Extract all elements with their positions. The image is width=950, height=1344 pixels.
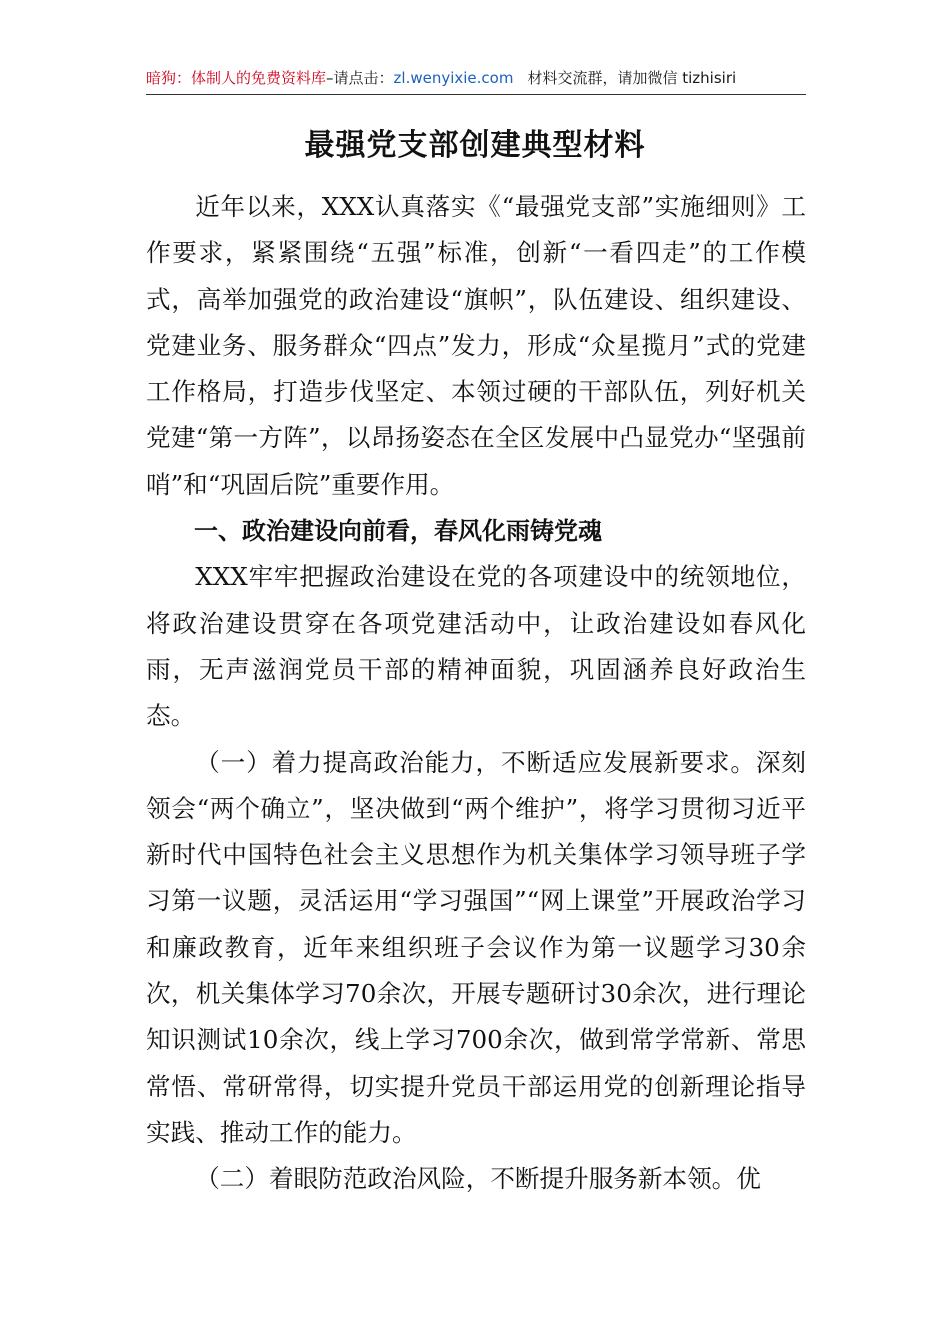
header-wechat-text: 材料交流群，请加微信 tizhisiri xyxy=(527,69,737,87)
header-ad-text: 暗狗：体制人的免费资料库 xyxy=(146,69,327,87)
header-url-link[interactable]: zl.wenyixie.com xyxy=(393,69,514,87)
subsection-2-paragraph: （二）着眼防范政治风险，不断提升服务新本领。优 xyxy=(195,1164,761,1194)
section-1-paragraph: XXX牢牢把握政治建设在党的各项建设中的统领地位，将政治建设贯穿在各项党建活动中，让政治建设如春风化雨，无声滋润党员干部的精神面貌，巩固涵养良好政治生态。 xyxy=(146,562,806,731)
subsection-1-paragraph: （一）着力提高政治能力，不断适应发展新要求。深刻领会“两个确立”，坚决做到“两个维护”，将学习贯彻习近平新时代中国特色社会主义思想作为机关集体学习领导班子学习第一议题，灵活运用“学习强国”“网上课堂”开展政治学习和廉政教育，近年来组织班子会议作为第一议题学习30余次，机关集体学习70余次，开展专题研讨30余次，进行理论知识测试10余次，线上学习700余次，做到常学常新、常思常悟、常研常得，切实提升党员干部运用党的创新理论指导实践、推动工作的能力。 xyxy=(146,747,806,1147)
header-click-prefix: –请点击： xyxy=(326,69,394,87)
document-title: 最强党支部创建典型材料 xyxy=(304,128,646,163)
intro-paragraph: 近年以来，XXX认真落实《“最强党支部”实施细则》工作要求，紧紧围绕“五强”标准，创新“一看四走”的工作模式，高举加强党的政治建设“旗帜”，队伍建设、组织建设、党建业务、服务群众“四点”发力，形成“众星揽月”式的党建工作格局，打造步伐坚定、本领过硬的干部队伍，列好机关党建“第一方阵”，以昂扬姿态在全区发展中凸显党办“坚强前哨”和“巩固后院”重要作用。 xyxy=(146,192,806,499)
document-body xyxy=(146,184,806,1203)
section-heading-1: 一、政治建设向前看，春风化雨铸党魂 xyxy=(194,517,602,546)
page-header xyxy=(146,62,806,95)
